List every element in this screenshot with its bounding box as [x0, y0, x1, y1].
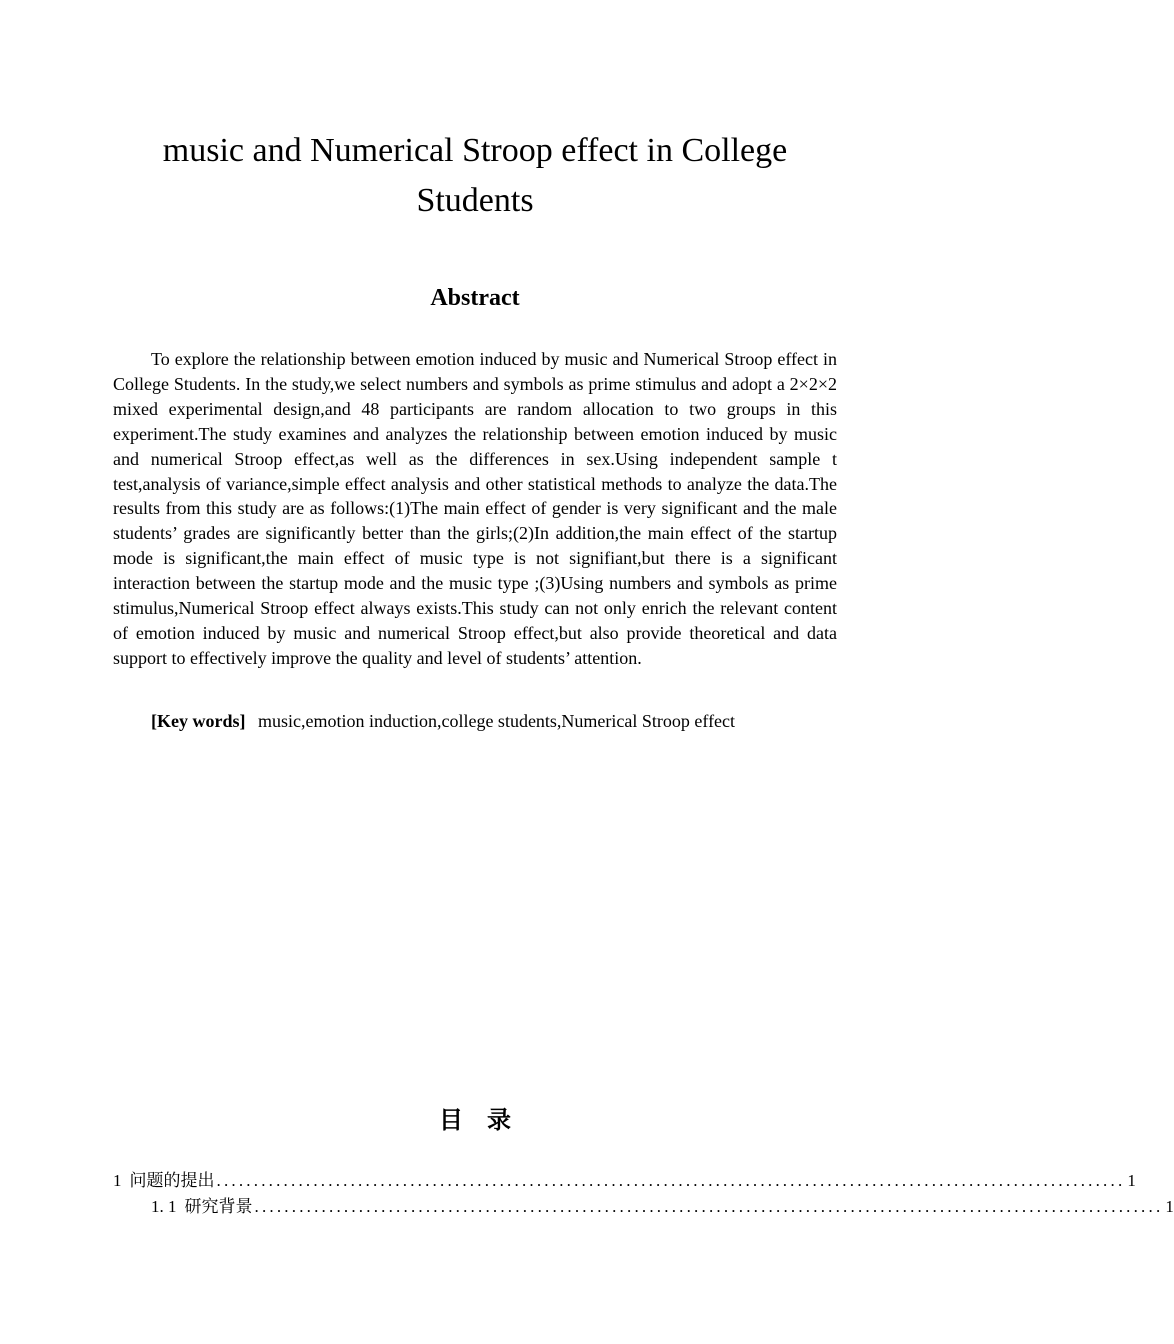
- toc-entry-page: 1: [1127, 1171, 1136, 1190]
- toc-entry-number: 1. 1: [151, 1197, 177, 1216]
- toc-dot-leader: ..........................................................................................................................: [254, 1197, 1164, 1216]
- toc-entry-number: 1: [113, 1171, 122, 1190]
- keywords-text: music,emotion induction,college students,Numerical Stroop effect: [257, 711, 736, 731]
- keywords-label: [Key words]: [151, 711, 246, 731]
- toc-heading: 目录: [439, 1106, 535, 1134]
- toc-entry-page: 1: [1165, 1197, 1174, 1216]
- paper-title: music and Numerical Stroop effect in College Students: [162, 132, 788, 219]
- toc-entry-title: 问题的提出: [129, 1171, 215, 1190]
- keywords-line: [151, 709, 837, 734]
- abstract-body: To explore the relationship between emotion induced by music and Numerical Stroop effect in College Students. In the study,we select numbers and symbols as prime stimulus and adopt a 2×2×2 mixed experimental design,and 48 participants are random allocation to two groups in this experiment.The study examines and analyzes the relationship between emotion induced by music and numerical Stroop effect,as well as the differences in sex.Using independent sample t test,analysis of variance,simple effect analysis and other statistical methods to analyze the data.The results from this study are as follows:(1)The main effect of gender is very significant and the male students’ grades are significantly better than the girls;(2)In addition,the main effect of the startup mode is significant,the main effect of music type is not signifiant,but there is a significant interaction between the startup mode and the music type ;(3)Using numbers and symbols as prime stimulus,Numerical Stroop effect always exists.This study can not only enrich the relevant content of emotion induced by music and numerical Stroop effect,but also provide theoretical and data support to effectively improve the quality and level of students’ attention.: [113, 349, 837, 668]
- toc-entry-title: 研究背景: [184, 1197, 253, 1216]
- toc-entry[interactable]: [113, 1168, 1136, 1194]
- toc-dot-leader: ..........................................................................................................................: [216, 1171, 1126, 1190]
- toc-entry[interactable]: [151, 1194, 1174, 1220]
- abstract-heading: Abstract: [430, 285, 520, 311]
